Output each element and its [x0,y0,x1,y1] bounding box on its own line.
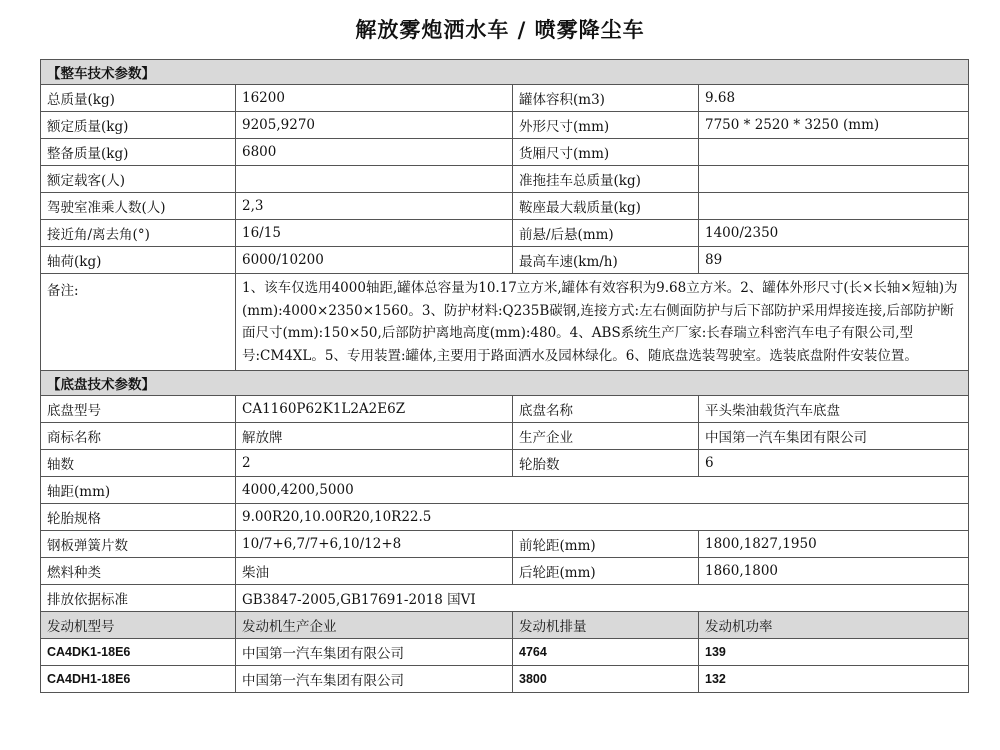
page-title: 解放雾炮洒水车 / 喷雾降尘车 [355,17,645,42]
param-label: 整备质量(kg) [41,139,236,166]
table-row [41,585,969,612]
param-label: 商标名称 [41,423,236,450]
remarks-text: 1、该车仅选用4000轴距,罐体总容量为10.17立方米,罐体有效容积为9.68立方米。2、罐体外形尺寸(长×长轴×短轴)为(mm):4000×2350×1560。3、防护材料:Q235B碳钢,连接方式:左右侧面防护与后下部防护采用焊接连接,后部防护断面尺寸(mm):150×50,后部防护离地高度(mm):480。4、ABS系统生产厂家:长春瑞立科密汽车电子有限公司,型号:CM4XL。5、专用装置:罐体,主要用于路面洒水及园林绿化。6、随底盘选装驾驶室。选装底盘附件安装位置。 [236,274,969,371]
param-value: 2,3 [236,193,513,220]
engine-model: CA4DH1-18E6 [41,666,236,693]
column-header: 发动机功率 [699,612,969,639]
param-value [699,166,969,193]
table-row [41,112,969,139]
param-value: 4000,4200,5000 [236,477,969,504]
engine-displacement: 4764 [513,639,699,666]
remarks-label: 备注: [41,274,236,371]
column-header: 发动机生产企业 [236,612,513,639]
table-row [41,423,969,450]
table-row [41,139,969,166]
param-value: 16200 [236,85,513,112]
table-row [41,247,969,274]
param-value: 6000/10200 [236,247,513,274]
table-row [41,166,969,193]
table-row [41,477,969,504]
section-title: 【底盘技术参数】 [41,371,969,396]
engine-header-row [41,612,969,639]
param-value [236,166,513,193]
section-header-chassis [41,371,969,396]
param-label: 轮胎规格 [41,504,236,531]
param-label: 额定载客(人) [41,166,236,193]
engine-displacement: 3800 [513,666,699,693]
param-label: 前轮距(mm) [513,531,699,558]
table-row [41,450,969,477]
param-label: 额定质量(kg) [41,112,236,139]
param-value: 1860,1800 [699,558,969,585]
table-row [41,85,969,112]
param-label: 钢板弹簧片数 [41,531,236,558]
param-label: 底盘型号 [41,396,236,423]
table-row [41,193,969,220]
param-value [699,193,969,220]
param-label: 接近角/离去角(°) [41,220,236,247]
engine-maker: 中国第一汽车集团有限公司 [236,639,513,666]
engine-maker: 中国第一汽车集团有限公司 [236,666,513,693]
engine-power: 139 [699,639,969,666]
param-label: 底盘名称 [513,396,699,423]
param-label: 最高车速(km/h) [513,247,699,274]
param-label: 轴距(mm) [41,477,236,504]
param-value [699,139,969,166]
section-header-vehicle [41,60,969,85]
engine-power: 132 [699,666,969,693]
table-row [41,558,969,585]
param-value: 6800 [236,139,513,166]
param-label: 罐体容积(m3) [513,85,699,112]
column-header: 发动机型号 [41,612,236,639]
column-header: 发动机排量 [513,612,699,639]
table-row [41,396,969,423]
param-value: 平头柴油载货汽车底盘 [699,396,969,423]
param-value: 10/7+6,7/7+6,10/12+8 [236,531,513,558]
param-label: 生产企业 [513,423,699,450]
param-value: 16/15 [236,220,513,247]
param-value: 中国第一汽车集团有限公司 [699,423,969,450]
table-row [41,220,969,247]
param-value: 9.00R20,10.00R20,10R22.5 [236,504,969,531]
param-label: 准拖挂车总质量(kg) [513,166,699,193]
param-label: 燃料种类 [41,558,236,585]
param-value: 9205,9270 [236,112,513,139]
table-row [41,531,969,558]
param-value: 6 [699,450,969,477]
engine-model: CA4DK1-18E6 [41,639,236,666]
param-label: 外形尺寸(mm) [513,112,699,139]
param-value: CA1160P62K1L2A2E6Z [236,396,513,423]
param-label: 总质量(kg) [41,85,236,112]
param-label: 前悬/后悬(mm) [513,220,699,247]
param-label: 后轮距(mm) [513,558,699,585]
table-row [41,504,969,531]
param-value: 89 [699,247,969,274]
param-value: 9.68 [699,85,969,112]
param-value: GB3847-2005,GB17691-2018 国VI [236,585,969,612]
remarks-row [41,274,969,371]
param-value: 柴油 [236,558,513,585]
param-label: 排放依据标准 [41,585,236,612]
engine-row [41,666,969,693]
param-label: 轴数 [41,450,236,477]
param-label: 轴荷(kg) [41,247,236,274]
param-label: 鞍座最大载质量(kg) [513,193,699,220]
param-label: 驾驶室准乘人数(人) [41,193,236,220]
param-value: 1400/2350 [699,220,969,247]
param-label: 轮胎数 [513,450,699,477]
param-value: 2 [236,450,513,477]
param-value: 7750 * 2520 * 3250 (mm) [699,112,969,139]
spec-table [40,59,969,693]
param-value: 解放牌 [236,423,513,450]
param-value: 1800,1827,1950 [699,531,969,558]
engine-row [41,639,969,666]
param-label: 货厢尺寸(mm) [513,139,699,166]
section-title: 【整车技术参数】 [41,60,969,85]
